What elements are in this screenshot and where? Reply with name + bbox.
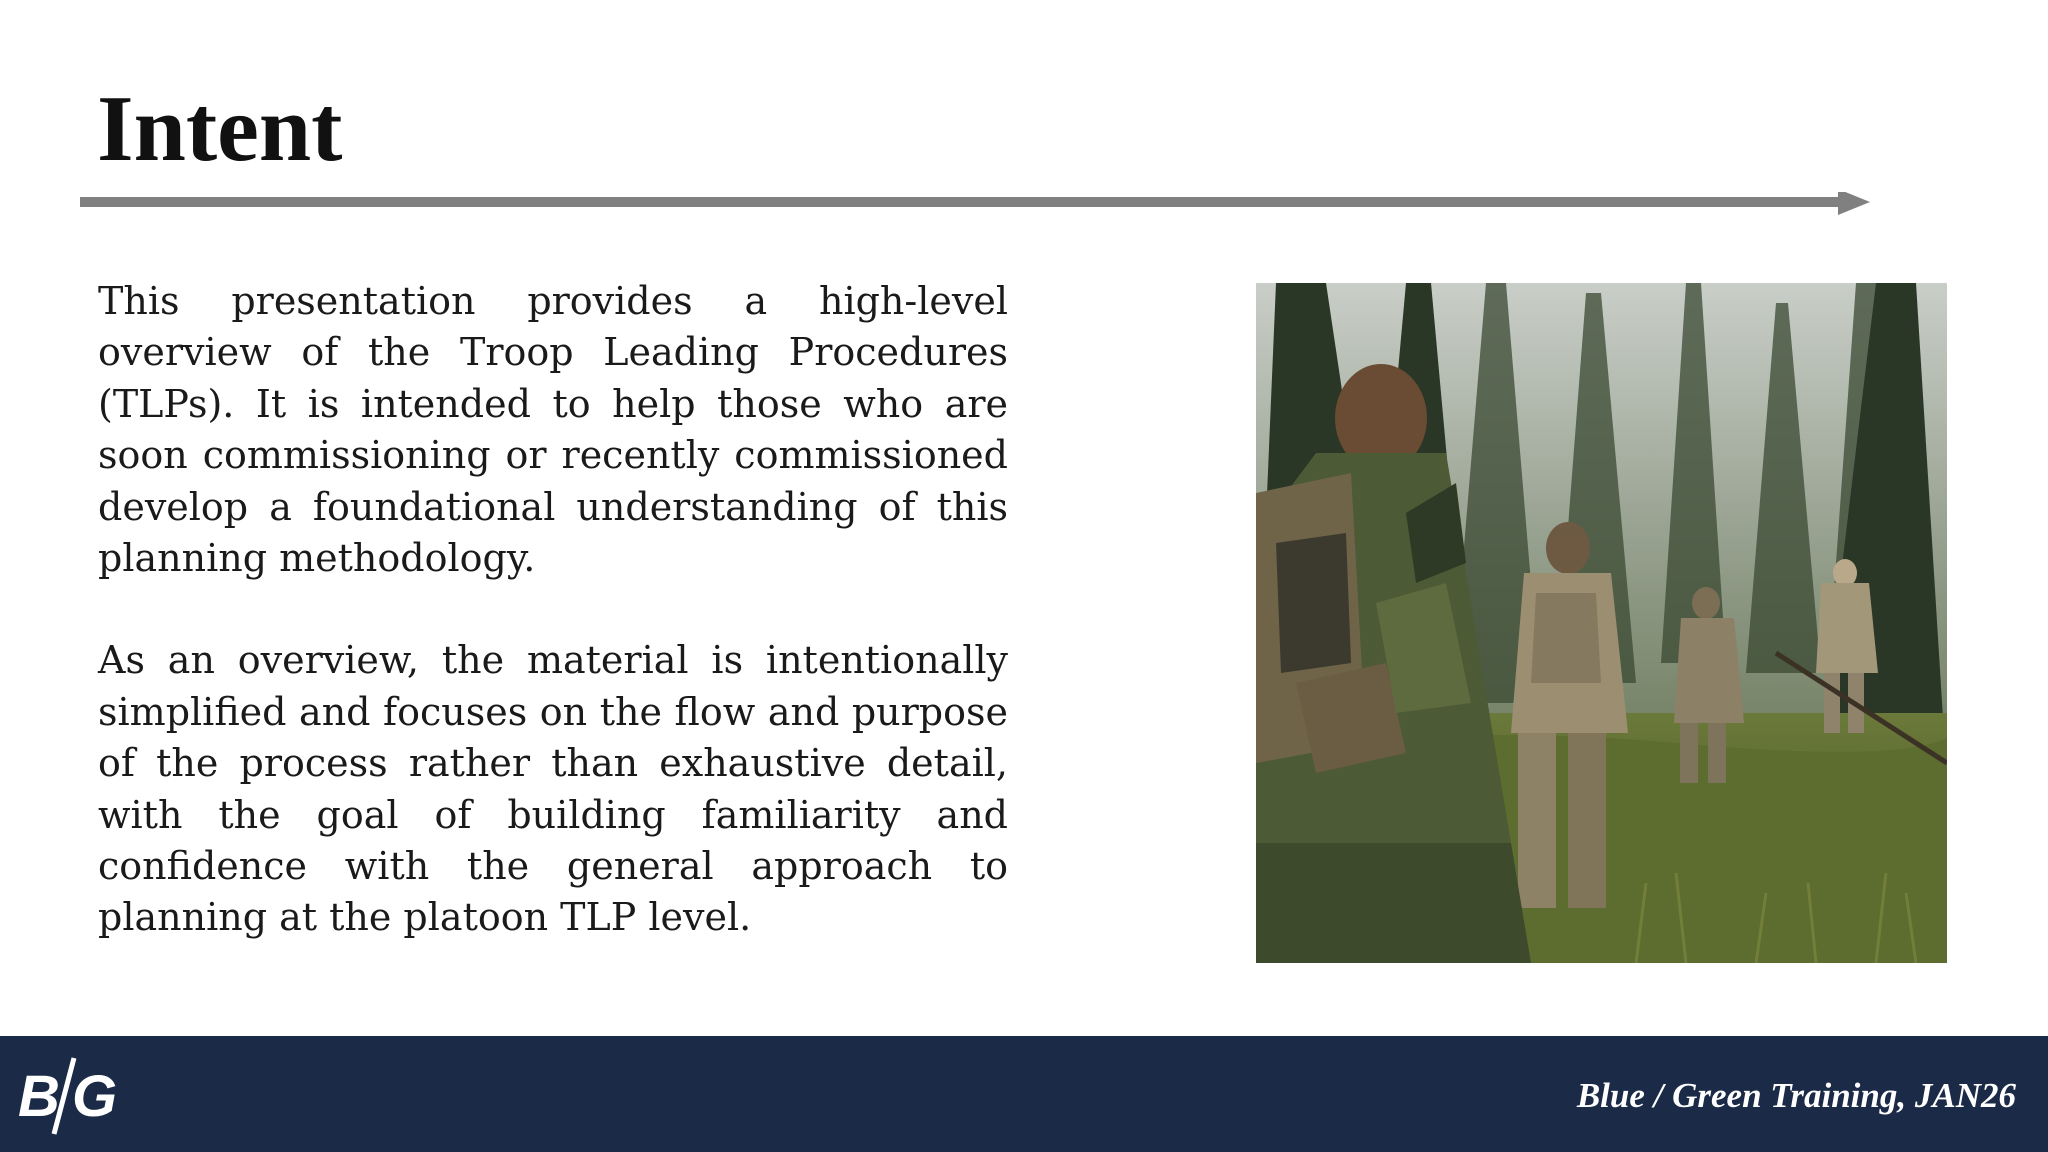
slide-title: Intent (97, 77, 343, 181)
body-text (98, 276, 1008, 995)
bg-logo (16, 1050, 126, 1144)
soldiers-forest-photo (1256, 283, 1947, 963)
intro-paragraph: This presentation provides a high-level overview of the Troop Leading Procedures (TLPs). It is intended to help those who are soon commissioning or recently commissioned develop a foundational understanding of this planning methodology. (98, 279, 1008, 581)
svg-text:G: G (72, 1064, 118, 1129)
title-underline-arrow (80, 192, 1870, 222)
overview-paragraph: As an overview, the material is intentionally simplified and focuses on the flow and purpose of the process rather than exhaustive detail, with the goal of building familiarity and confidence with the general approach to planning at the platoon TLP level. (98, 638, 1008, 940)
footer-bar (0, 1036, 2048, 1152)
footer-caption: Blue / Green Training, JAN26 (1576, 1076, 2016, 1115)
svg-text:B: B (18, 1064, 60, 1129)
